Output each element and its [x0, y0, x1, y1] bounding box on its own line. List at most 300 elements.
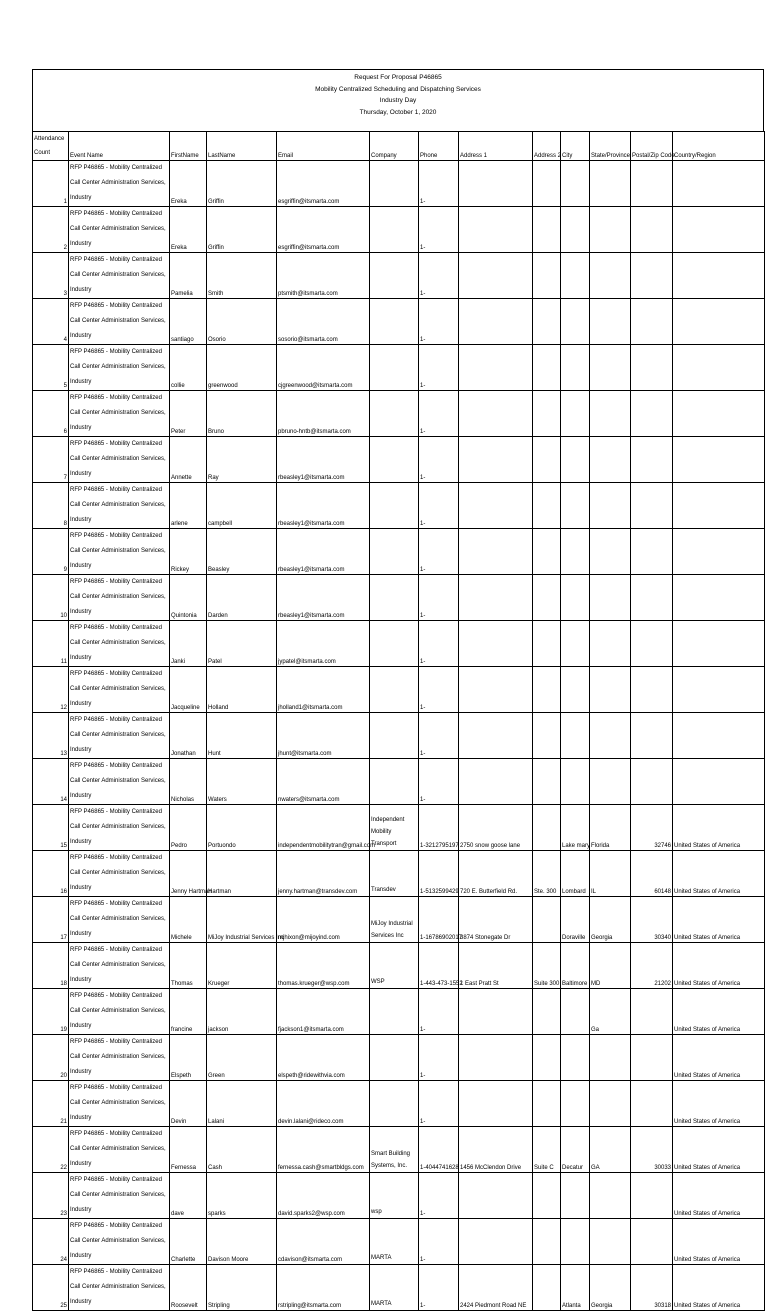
event-name-cell: RFP P46865 - Mobility Centralized Call Center Administration Services, Industry: [69, 805, 170, 851]
address-1-cell: [459, 437, 533, 483]
company-cell: [370, 621, 419, 667]
address-1-cell: [459, 345, 533, 391]
state-province-cell: Georgia: [590, 897, 631, 943]
email-cell: sosorio@itsmarta.com: [277, 299, 370, 345]
postal-code-cell: [631, 345, 673, 391]
table-row: [33, 1035, 765, 1081]
attendance-count-cell: 10: [33, 575, 69, 621]
state-province-cell: [590, 1173, 631, 1219]
first-name-cell: dave: [170, 1173, 207, 1219]
address-2-cell: [533, 1081, 561, 1127]
state-province-cell: [590, 161, 631, 207]
phone-cell: 1-: [419, 1219, 459, 1265]
postal-code-cell: 32746: [631, 805, 673, 851]
country-region-cell: [673, 345, 765, 391]
country-region-cell: United States of America: [673, 1219, 765, 1265]
column-header: FirstName: [170, 132, 207, 161]
address-2-cell: Suite C: [533, 1127, 561, 1173]
phone-cell: 1-: [419, 529, 459, 575]
phone-cell: 1-: [419, 391, 459, 437]
company-cell: [370, 759, 419, 805]
phone-cell: 1-3212795197: [419, 805, 459, 851]
phone-cell: 1-: [419, 1173, 459, 1219]
company-cell: [370, 529, 419, 575]
first-name-cell: Jacqueline: [170, 667, 207, 713]
phone-cell: 1-4044741628: [419, 1127, 459, 1173]
event-name-cell: RFP P46865 - Mobility Centralized Call Center Administration Services, Industry: [69, 253, 170, 299]
state-province-cell: [590, 483, 631, 529]
last-name-cell: Portuondo: [207, 805, 277, 851]
email-cell: esgriffin@itsmarta.com: [277, 207, 370, 253]
last-name-cell: MiJoy Industrial Services Inc: [207, 897, 277, 943]
first-name-cell: Fernessa: [170, 1127, 207, 1173]
event-name-cell: RFP P46865 - Mobility Centralized Call Center Administration Services, Industry: [69, 1127, 170, 1173]
last-name-cell: Patel: [207, 621, 277, 667]
address-1-cell: [459, 483, 533, 529]
last-name-cell: Hartman: [207, 851, 277, 897]
phone-cell: 1-5132599429: [419, 851, 459, 897]
address-1-cell: [459, 759, 533, 805]
postal-code-cell: [631, 483, 673, 529]
first-name-cell: Thomas: [170, 943, 207, 989]
last-name-cell: campbell: [207, 483, 277, 529]
city-cell: [561, 713, 590, 759]
postal-code-cell: [631, 391, 673, 437]
postal-code-cell: [631, 1081, 673, 1127]
attendance-count-cell: 3: [33, 253, 69, 299]
address-2-cell: [533, 299, 561, 345]
email-cell: cdavison@itsmarta.com: [277, 1219, 370, 1265]
city-cell: [561, 575, 590, 621]
email-cell: david.sparks2@wsp.com: [277, 1173, 370, 1219]
last-name-cell: Holland: [207, 667, 277, 713]
header-event: Industry Day: [379, 97, 417, 104]
country-region-cell: United States of America: [673, 943, 765, 989]
first-name-cell: Jenny Hartman: [170, 851, 207, 897]
event-name-cell: RFP P46865 - Mobility Centralized Call Center Administration Services, Industry: [69, 345, 170, 391]
table-row: [33, 667, 765, 713]
attendance-count-cell: 19: [33, 989, 69, 1035]
country-region-cell: [673, 529, 765, 575]
attendance-count-cell: 12: [33, 667, 69, 713]
country-region-cell: [673, 253, 765, 299]
last-name-cell: Griffin: [207, 207, 277, 253]
email-cell: rbeasley1@itsmarta.com: [277, 483, 370, 529]
postal-code-cell: 30318: [631, 1265, 673, 1311]
last-name-cell: Stripling: [207, 1265, 277, 1311]
address-2-cell: [533, 529, 561, 575]
address-1-cell: 1 East Pratt St: [459, 943, 533, 989]
column-header: Event Name: [69, 132, 170, 161]
postal-code-cell: [631, 529, 673, 575]
postal-code-cell: [631, 667, 673, 713]
attendance-sheet: [32, 69, 764, 1311]
event-name-cell: RFP P46865 - Mobility Centralized Call Center Administration Services, Industry: [69, 529, 170, 575]
first-name-cell: Roosevelt: [170, 1265, 207, 1311]
company-cell: wsp: [370, 1173, 419, 1219]
address-2-cell: [533, 345, 561, 391]
address-1-cell: [459, 529, 533, 575]
state-province-cell: [590, 713, 631, 759]
first-name-cell: Ereka: [170, 207, 207, 253]
table-row: [33, 851, 765, 897]
postal-code-cell: [631, 621, 673, 667]
state-province-cell: [590, 345, 631, 391]
first-name-cell: collie: [170, 345, 207, 391]
table-row: [33, 897, 765, 943]
column-header: Attendance Count: [33, 132, 69, 161]
address-2-cell: [533, 1265, 561, 1311]
postal-code-cell: 30340: [631, 897, 673, 943]
event-name-cell: RFP P46865 - Mobility Centralized Call Center Administration Services, Industry: [69, 1173, 170, 1219]
attendance-table: [32, 131, 765, 1311]
city-cell: Doraville: [561, 897, 590, 943]
column-header: City: [561, 132, 590, 161]
country-region-cell: [673, 713, 765, 759]
email-cell: ptsmith@itsmarta.com: [277, 253, 370, 299]
email-cell: nwaters@itsmarta.com: [277, 759, 370, 805]
address-2-cell: [533, 207, 561, 253]
first-name-cell: Rickey: [170, 529, 207, 575]
header-date: Thursday, October 1, 2020: [359, 108, 437, 116]
phone-cell: 1-: [419, 207, 459, 253]
event-name-cell: RFP P46865 - Mobility Centralized Call Center Administration Services, Industry: [69, 391, 170, 437]
postal-code-cell: [631, 437, 673, 483]
attendance-count-cell: 17: [33, 897, 69, 943]
email-cell: esgriffin@itsmarta.com: [277, 161, 370, 207]
city-cell: [561, 621, 590, 667]
attendance-count-cell: 2: [33, 207, 69, 253]
phone-cell: 1-: [419, 759, 459, 805]
address-2-cell: [533, 713, 561, 759]
city-cell: [561, 1081, 590, 1127]
column-header: Email: [277, 132, 370, 161]
city-cell: [561, 1173, 590, 1219]
city-cell: [561, 483, 590, 529]
email-cell: rstripling@itsmarta.com: [277, 1265, 370, 1311]
first-name-cell: Janki: [170, 621, 207, 667]
country-region-cell: [673, 667, 765, 713]
company-cell: [370, 483, 419, 529]
column-header: Postal/Zip Code: [631, 132, 673, 161]
company-cell: [370, 575, 419, 621]
company-cell: [370, 1081, 419, 1127]
country-region-cell: United States of America: [673, 897, 765, 943]
header-subtitle: Mobility Centralized Scheduling and Dispatching Services: [315, 85, 481, 93]
city-cell: [561, 161, 590, 207]
table-row: [33, 943, 765, 989]
last-name-cell: sparks: [207, 1173, 277, 1219]
city-cell: [561, 207, 590, 253]
attendance-count-cell: 24: [33, 1219, 69, 1265]
email-cell: rbeasley1@itsmarta.com: [277, 437, 370, 483]
table-row: [33, 529, 765, 575]
event-name-cell: RFP P46865 - Mobility Centralized Call Center Administration Services, Industry: [69, 897, 170, 943]
phone-cell: 1-: [419, 345, 459, 391]
column-header: Address 2: [533, 132, 561, 161]
company-cell: [370, 713, 419, 759]
attendance-count-cell: 9: [33, 529, 69, 575]
country-region-cell: United States of America: [673, 851, 765, 897]
table-row: [33, 483, 765, 529]
company-cell: [370, 345, 419, 391]
first-name-cell: Annette: [170, 437, 207, 483]
address-1-cell: [459, 667, 533, 713]
table-row: [33, 759, 765, 805]
attendance-count-cell: 8: [33, 483, 69, 529]
state-province-cell: Florida: [590, 805, 631, 851]
attendance-count-cell: 23: [33, 1173, 69, 1219]
company-cell: [370, 989, 419, 1035]
phone-cell: 1-: [419, 483, 459, 529]
event-name-cell: RFP P46865 - Mobility Centralized Call Center Administration Services, Industry: [69, 667, 170, 713]
company-cell: [370, 391, 419, 437]
address-2-cell: [533, 437, 561, 483]
event-name-cell: RFP P46865 - Mobility Centralized Call Center Administration Services, Industry: [69, 437, 170, 483]
postal-code-cell: 60148: [631, 851, 673, 897]
event-name-cell: RFP P46865 - Mobility Centralized Call Center Administration Services, Industry: [69, 713, 170, 759]
attendance-count-cell: 18: [33, 943, 69, 989]
event-name-cell: RFP P46865 - Mobility Centralized Call Center Administration Services, Industry: [69, 299, 170, 345]
phone-cell: 1-: [419, 667, 459, 713]
address-1-cell: [459, 575, 533, 621]
country-region-cell: United States of America: [673, 1081, 765, 1127]
city-cell: Atlanta: [561, 1265, 590, 1311]
first-name-cell: santiago: [170, 299, 207, 345]
address-2-cell: [533, 483, 561, 529]
table-row: [33, 575, 765, 621]
attendance-count-cell: 5: [33, 345, 69, 391]
country-region-cell: [673, 759, 765, 805]
first-name-cell: Peter: [170, 391, 207, 437]
phone-cell: 1-: [419, 575, 459, 621]
attendance-count-cell: 7: [33, 437, 69, 483]
phone-cell: 1-16786902017: [419, 897, 459, 943]
address-1-cell: 3874 Stonegate Dr: [459, 897, 533, 943]
city-cell: [561, 1219, 590, 1265]
phone-cell: 1-: [419, 253, 459, 299]
phone-cell: 1-: [419, 1265, 459, 1311]
address-1-cell: [459, 1173, 533, 1219]
postal-code-cell: [631, 1035, 673, 1081]
state-province-cell: Ga: [590, 989, 631, 1035]
attendance-count-cell: 25: [33, 1265, 69, 1311]
address-1-cell: [459, 713, 533, 759]
last-name-cell: Krueger: [207, 943, 277, 989]
email-cell: fjackson1@itsmarta.com: [277, 989, 370, 1035]
phone-cell: 1-: [419, 1081, 459, 1127]
table-row: [33, 1127, 765, 1173]
phone-cell: 1-: [419, 1035, 459, 1081]
email-cell: thomas.krueger@wsp.com: [277, 943, 370, 989]
attendance-count-cell: 14: [33, 759, 69, 805]
address-1-cell: [459, 989, 533, 1035]
first-name-cell: Jonathan: [170, 713, 207, 759]
city-cell: [561, 529, 590, 575]
postal-code-cell: [631, 1173, 673, 1219]
city-cell: [561, 299, 590, 345]
postal-code-cell: [631, 1219, 673, 1265]
state-province-cell: [590, 621, 631, 667]
event-name-cell: RFP P46865 - Mobility Centralized Call Center Administration Services, Industry: [69, 621, 170, 667]
postal-code-cell: 30033: [631, 1127, 673, 1173]
city-cell: [561, 253, 590, 299]
attendance-count-cell: 21: [33, 1081, 69, 1127]
address-2-cell: [533, 989, 561, 1035]
state-province-cell: MD: [590, 943, 631, 989]
company-cell: Smart Building Systems, Inc.: [370, 1127, 419, 1173]
email-cell: jhunt@itsmarta.com: [277, 713, 370, 759]
first-name-cell: Quintonia: [170, 575, 207, 621]
email-cell: elspeth@ridewithvia.com: [277, 1035, 370, 1081]
postal-code-cell: [631, 713, 673, 759]
company-cell: MARTA: [370, 1265, 419, 1311]
email-cell: independentmobilitytran@gmail.com: [277, 805, 370, 851]
email-cell: pbruno-hntb@itsmarta.com: [277, 391, 370, 437]
state-province-cell: [590, 391, 631, 437]
postal-code-cell: [631, 161, 673, 207]
address-1-cell: [459, 161, 533, 207]
country-region-cell: [673, 621, 765, 667]
state-province-cell: [590, 253, 631, 299]
first-name-cell: arlene: [170, 483, 207, 529]
email-cell: fernessa.cash@smartbldgs.com: [277, 1127, 370, 1173]
table-row: [33, 621, 765, 667]
last-name-cell: Osorio: [207, 299, 277, 345]
attendance-count-cell: 1: [33, 161, 69, 207]
address-1-cell: [459, 1219, 533, 1265]
city-cell: Lake mary: [561, 805, 590, 851]
event-name-cell: RFP P46865 - Mobility Centralized Call Center Administration Services, Industry: [69, 989, 170, 1035]
event-name-cell: RFP P46865 - Mobility Centralized Call Center Administration Services, Industry: [69, 207, 170, 253]
address-1-cell: [459, 1081, 533, 1127]
company-cell: [370, 207, 419, 253]
last-name-cell: Hunt: [207, 713, 277, 759]
address-2-cell: Ste. 300: [533, 851, 561, 897]
address-2-cell: Suite 300: [533, 943, 561, 989]
first-name-cell: Devin: [170, 1081, 207, 1127]
table-row: [33, 207, 765, 253]
address-1-cell: [459, 253, 533, 299]
last-name-cell: jackson: [207, 989, 277, 1035]
state-province-cell: [590, 1081, 631, 1127]
state-province-cell: [590, 207, 631, 253]
company-cell: Independent Mobility Transport: [370, 805, 419, 851]
city-cell: [561, 759, 590, 805]
country-region-cell: [673, 437, 765, 483]
last-name-cell: Darden: [207, 575, 277, 621]
last-name-cell: Beasley: [207, 529, 277, 575]
postal-code-cell: 21202: [631, 943, 673, 989]
state-province-cell: [590, 529, 631, 575]
email-cell: jenny.hartman@transdev.com: [277, 851, 370, 897]
column-header: Address 1: [459, 132, 533, 161]
last-name-cell: Smith: [207, 253, 277, 299]
table-row: [33, 1173, 765, 1219]
address-2-cell: [533, 667, 561, 713]
company-cell: MiJoy Industrial Services Inc: [370, 897, 419, 943]
address-1-cell: [459, 207, 533, 253]
table-row: [33, 437, 765, 483]
state-province-cell: [590, 575, 631, 621]
state-province-cell: [590, 1219, 631, 1265]
country-region-cell: [673, 575, 765, 621]
postal-code-cell: [631, 759, 673, 805]
country-region-cell: United States of America: [673, 805, 765, 851]
last-name-cell: Cash: [207, 1127, 277, 1173]
table-row: [33, 1265, 765, 1311]
event-name-cell: RFP P46865 - Mobility Centralized Call Center Administration Services, Industry: [69, 759, 170, 805]
city-cell: [561, 989, 590, 1035]
address-2-cell: [533, 1173, 561, 1219]
phone-cell: 1-: [419, 989, 459, 1035]
company-cell: [370, 299, 419, 345]
country-region-cell: [673, 207, 765, 253]
country-region-cell: United States of America: [673, 1265, 765, 1311]
first-name-cell: Elspeth: [170, 1035, 207, 1081]
column-header: Company: [370, 132, 419, 161]
report-header: [32, 69, 764, 131]
last-name-cell: Waters: [207, 759, 277, 805]
attendance-count-cell: 11: [33, 621, 69, 667]
country-region-cell: United States of America: [673, 989, 765, 1035]
state-province-cell: [590, 1035, 631, 1081]
phone-cell: 1-: [419, 299, 459, 345]
postal-code-cell: [631, 253, 673, 299]
address-2-cell: [533, 161, 561, 207]
phone-cell: 1-443-473-1552: [419, 943, 459, 989]
country-region-cell: [673, 299, 765, 345]
event-name-cell: RFP P46865 - Mobility Centralized Call Center Administration Services, Industry: [69, 1035, 170, 1081]
postal-code-cell: [631, 575, 673, 621]
phone-cell: 1-: [419, 161, 459, 207]
event-name-cell: RFP P46865 - Mobility Centralized Call Center Administration Services, Industry: [69, 575, 170, 621]
postal-code-cell: [631, 207, 673, 253]
last-name-cell: Lalani: [207, 1081, 277, 1127]
address-1-cell: [459, 1035, 533, 1081]
attendance-count-cell: 4: [33, 299, 69, 345]
attendance-count-cell: 6: [33, 391, 69, 437]
attendance-count-cell: 13: [33, 713, 69, 759]
email-cell: cjgreenwood@itsmarta.com: [277, 345, 370, 391]
table-row: [33, 299, 765, 345]
address-2-cell: [533, 253, 561, 299]
table-row: [33, 1219, 765, 1265]
first-name-cell: Charlette: [170, 1219, 207, 1265]
table-row: [33, 391, 765, 437]
state-province-cell: [590, 759, 631, 805]
address-1-cell: 2750 snow goose lane: [459, 805, 533, 851]
column-header: Phone: [419, 132, 459, 161]
first-name-cell: Nicholas: [170, 759, 207, 805]
phone-cell: 1-: [419, 437, 459, 483]
company-cell: [370, 161, 419, 207]
country-region-cell: [673, 483, 765, 529]
state-province-cell: GA: [590, 1127, 631, 1173]
table-row: [33, 345, 765, 391]
table-row: [33, 1081, 765, 1127]
state-province-cell: Georgia: [590, 1265, 631, 1311]
column-header: State/Province: [590, 132, 631, 161]
company-cell: [370, 667, 419, 713]
country-region-cell: [673, 161, 765, 207]
address-2-cell: [533, 391, 561, 437]
event-name-cell: RFP P46865 - Mobility Centralized Call Center Administration Services, Industry: [69, 483, 170, 529]
column-header-row: [33, 132, 765, 161]
country-region-cell: [673, 391, 765, 437]
address-2-cell: [533, 897, 561, 943]
last-name-cell: greenwood: [207, 345, 277, 391]
